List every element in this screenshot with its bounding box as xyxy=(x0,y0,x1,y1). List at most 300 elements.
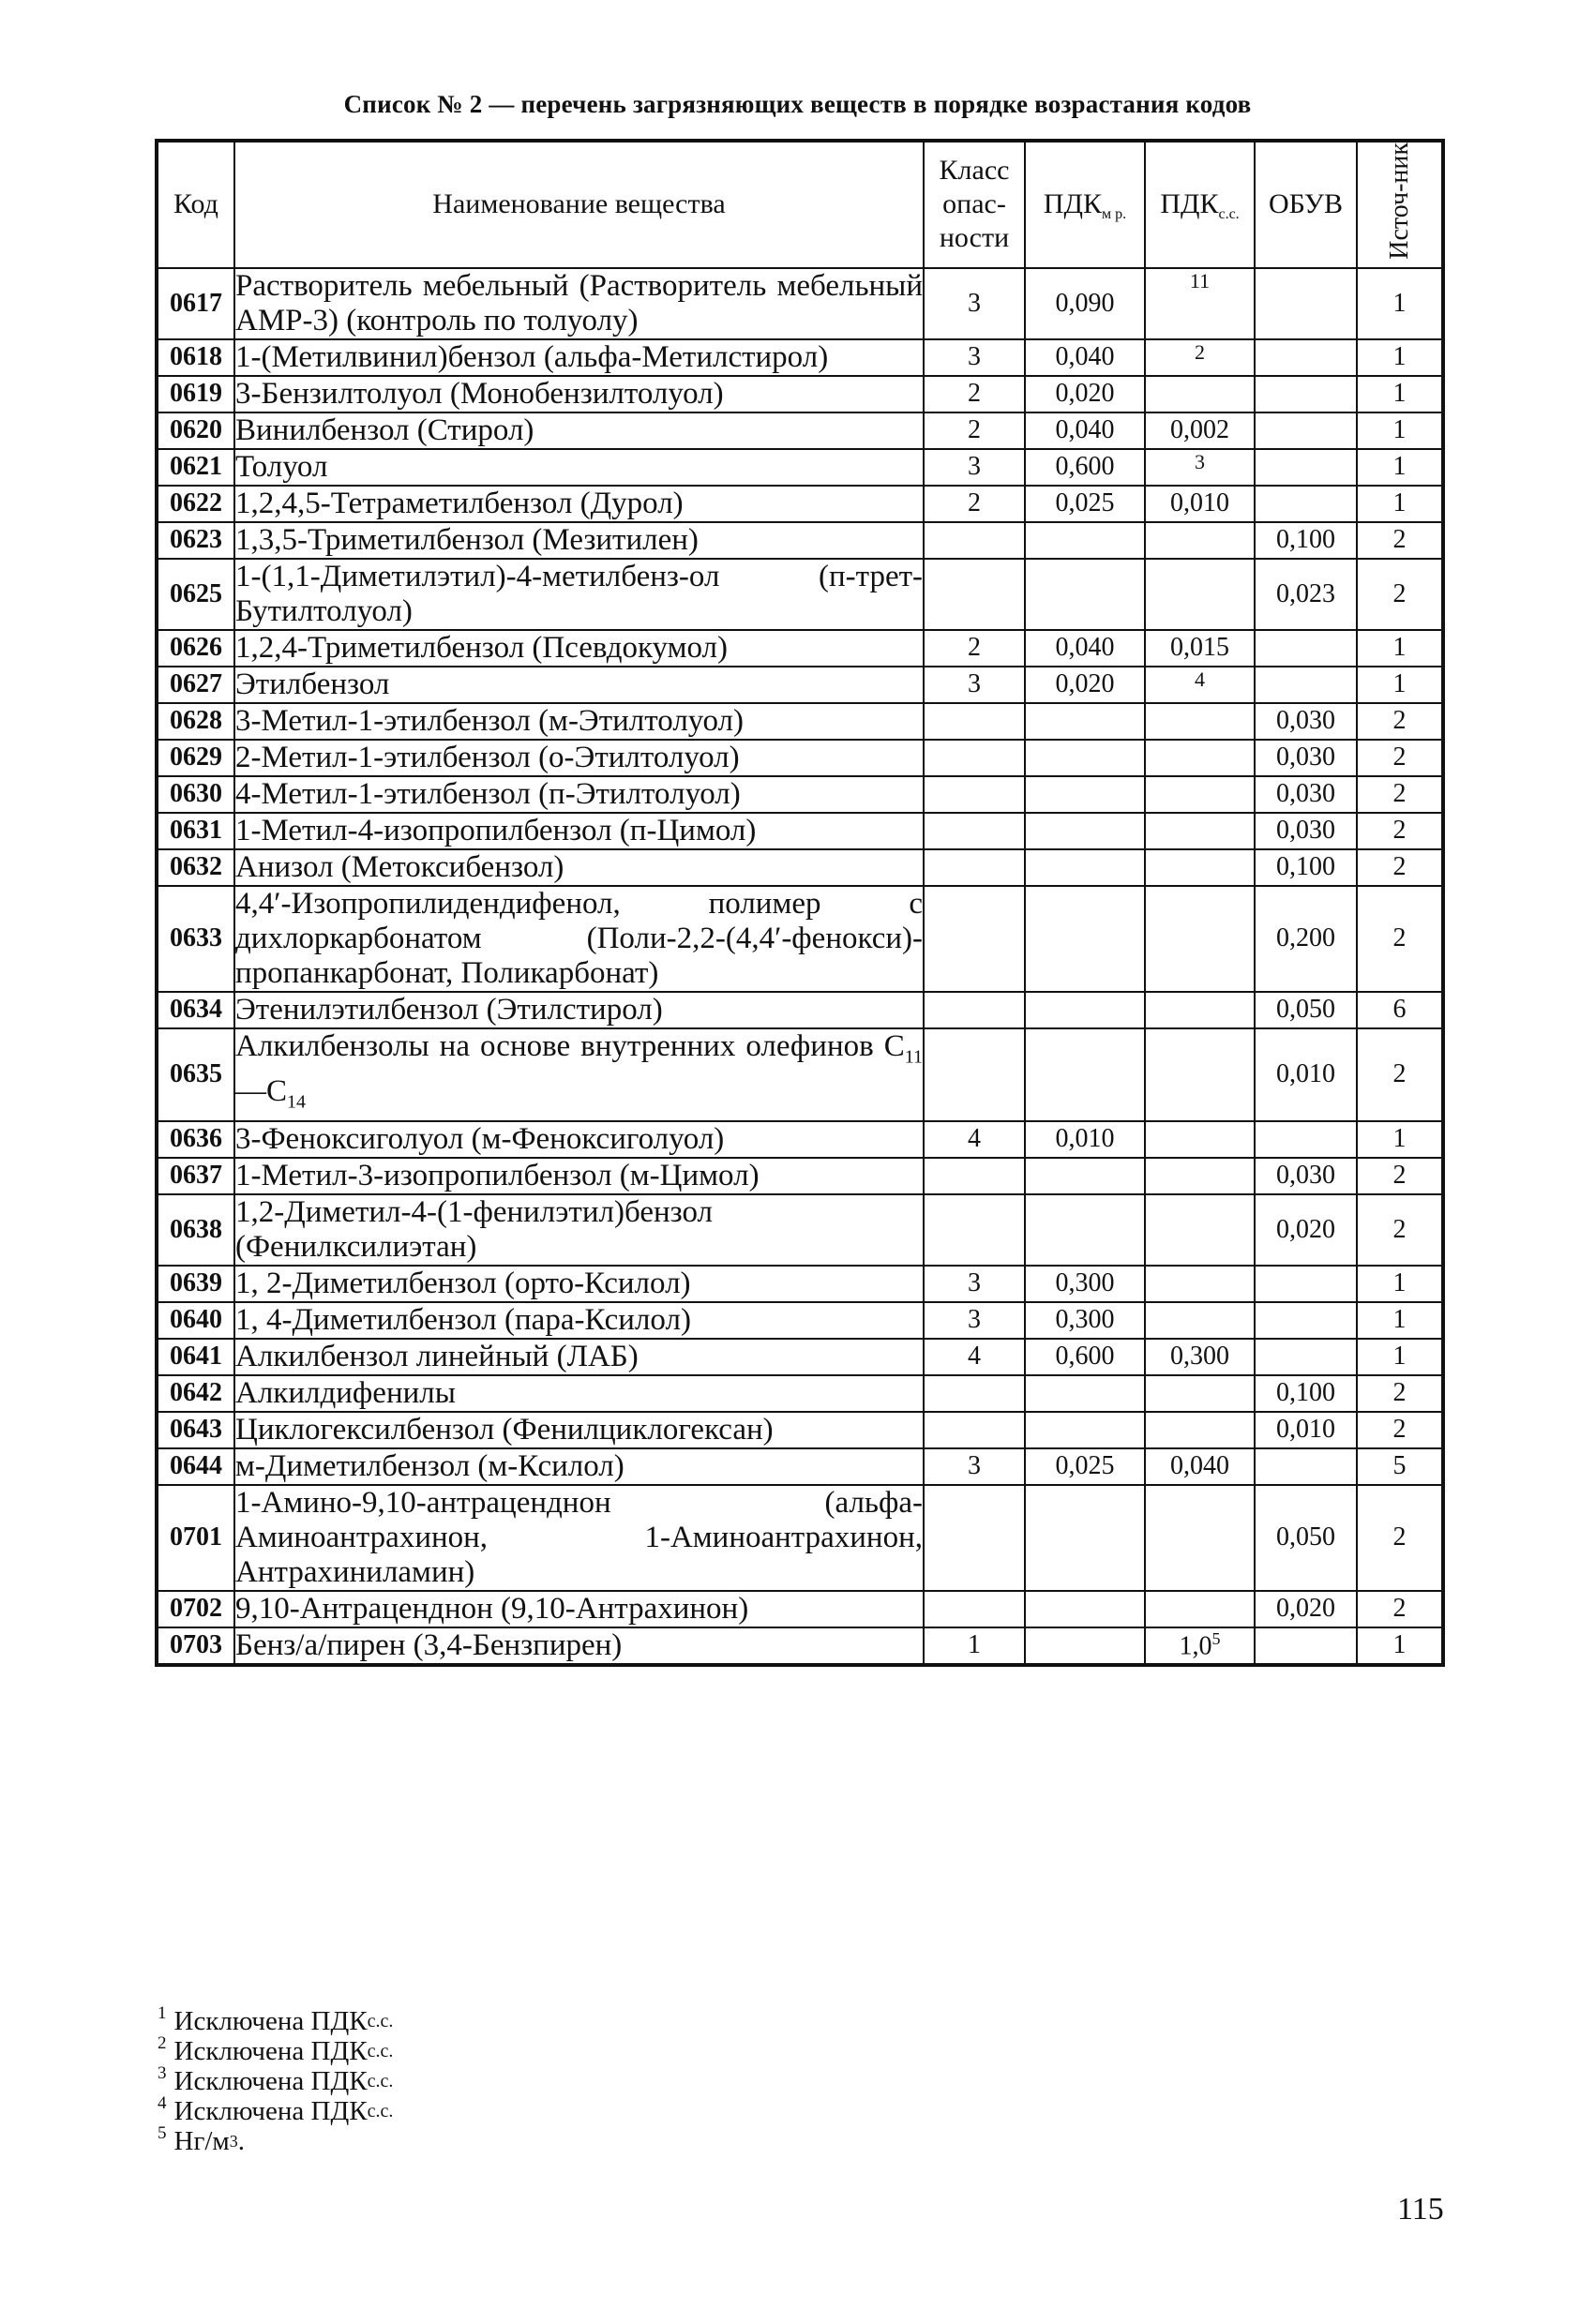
row-class: 2 xyxy=(924,376,1025,412)
row-source: 2 xyxy=(1357,1028,1443,1121)
row-code: 0630 xyxy=(157,776,234,813)
row-code: 0643 xyxy=(157,1412,234,1448)
row-name xyxy=(234,1266,924,1302)
row-source: 2 xyxy=(1357,559,1443,630)
row-name-mid: —С xyxy=(235,1074,288,1109)
row-name xyxy=(234,268,924,339)
row-pdk-mr xyxy=(1025,1627,1145,1665)
row-pdk-ss xyxy=(1145,1485,1255,1591)
row-obuv xyxy=(1255,1121,1357,1158)
row-pdk-ss xyxy=(1145,667,1255,703)
table-row xyxy=(157,412,1443,449)
row-code: 0622 xyxy=(157,486,234,522)
table-row xyxy=(157,813,1443,849)
row-name xyxy=(234,813,924,849)
footnote-sub: с.с. xyxy=(367,2041,394,2062)
row-code: 0620 xyxy=(157,412,234,449)
row-pdk-ss xyxy=(1145,1028,1255,1121)
row-pdk-ss-text: 0,015 xyxy=(1170,633,1229,663)
footnote-text: Исключена ПДК xyxy=(173,2006,368,2036)
row-obuv: 0,030 xyxy=(1255,813,1357,849)
row-pdk-ss xyxy=(1145,1302,1255,1339)
row-pdk-mr xyxy=(1025,522,1145,559)
row-name xyxy=(234,1194,924,1266)
row-name-text: 1,3,5-Триметилбензол (Мезитилен) xyxy=(235,522,699,557)
row-class xyxy=(924,703,1025,740)
row-code: 0617 xyxy=(157,268,234,339)
row-name-text: Циклогексилбензол (Фенилциклогексан) xyxy=(235,1412,774,1447)
row-obuv: 0,100 xyxy=(1255,849,1357,886)
row-name xyxy=(234,1028,924,1121)
row-source: 1 xyxy=(1357,339,1443,376)
row-obuv: 0,020 xyxy=(1255,1194,1357,1266)
row-class: 1 xyxy=(924,1627,1025,1665)
row-code: 0627 xyxy=(157,667,234,703)
row-name xyxy=(234,1158,924,1194)
row-class: 3 xyxy=(924,667,1025,703)
footnote-mark: 5 xyxy=(158,2123,167,2143)
row-code: 0634 xyxy=(157,992,234,1028)
row-code: 0628 xyxy=(157,703,234,740)
col-header-pdk-ss-sub: с.с. xyxy=(1218,206,1240,223)
row-name-text: 4-Метил-1-этилбензол (п-Этилтолуол) xyxy=(235,776,741,811)
row-pdk-mr xyxy=(1025,559,1145,630)
row-pdk-mr xyxy=(1025,1375,1145,1412)
row-name xyxy=(234,1627,924,1665)
row-name-text: 1-Метил-4-изопропилбензол (п-Цимол) xyxy=(235,813,757,847)
row-code: 0625 xyxy=(157,559,234,630)
row-name xyxy=(234,886,924,992)
row-name-text: Растворитель мебельный (Растворитель мебельный АМР-3) (контроль по толуолу) xyxy=(235,268,923,337)
row-code: 0640 xyxy=(157,1302,234,1339)
row-name-text: 4,4′-Изопропилидендифенол, полимер с дихлоркарбонатом (Поли-2,2-(4,4′-фенокси)-пропанкарбонат, Поликарбонат) xyxy=(235,886,923,990)
row-class xyxy=(924,1028,1025,1121)
row-pdk-ss xyxy=(1145,1266,1255,1302)
row-obuv: 0,010 xyxy=(1255,1028,1357,1121)
row-source: 1 xyxy=(1357,268,1443,339)
row-source: 1 xyxy=(1357,449,1443,486)
row-code: 0626 xyxy=(157,630,234,667)
footnote-tail: . xyxy=(237,2126,245,2156)
row-name-text: Алкилдифенилы xyxy=(235,1375,456,1410)
row-code: 0633 xyxy=(157,886,234,992)
row-pdk-ss-text: 1,0 xyxy=(1179,1631,1212,1661)
row-name xyxy=(234,630,924,667)
row-source: 2 xyxy=(1357,886,1443,992)
row-code: 0632 xyxy=(157,849,234,886)
row-class: 2 xyxy=(924,630,1025,667)
row-pdk-ss-text: 4 xyxy=(1195,667,1205,691)
row-source: 2 xyxy=(1357,1591,1443,1627)
row-pdk-ss xyxy=(1145,886,1255,992)
row-name xyxy=(234,1121,924,1158)
row-source: 2 xyxy=(1357,740,1443,776)
row-name-text: Винилбензол (Стирол) xyxy=(235,412,534,447)
table-row xyxy=(157,486,1443,522)
row-class xyxy=(924,1412,1025,1448)
row-obuv xyxy=(1255,376,1357,412)
row-class: 3 xyxy=(924,1266,1025,1302)
row-obuv xyxy=(1255,412,1357,449)
row-code: 0644 xyxy=(157,1448,234,1485)
row-pdk-ss xyxy=(1145,1448,1255,1485)
row-name-text: 3-Метил-1-этилбензол (м-Этилтолуол) xyxy=(235,703,744,738)
row-source: 2 xyxy=(1357,849,1443,886)
col-header-pdk-mr-text: ПДК xyxy=(1043,188,1102,220)
table-row xyxy=(157,1339,1443,1375)
row-name-text: Анизол (Метоксибензол) xyxy=(235,849,564,884)
row-pdk-ss xyxy=(1145,1121,1255,1158)
row-class xyxy=(924,849,1025,886)
row-obuv xyxy=(1255,339,1357,376)
table-header-row xyxy=(157,141,1443,268)
row-pdk-ss-text: 3 xyxy=(1195,449,1205,473)
row-code: 0703 xyxy=(157,1627,234,1665)
table-row xyxy=(157,268,1443,339)
row-name-text: Бенз/а/пирен (3,4-Бензпирен) xyxy=(235,1627,623,1662)
footnote-text: Нг/м xyxy=(173,2126,230,2156)
row-pdk-ss xyxy=(1145,449,1255,486)
row-code: 0618 xyxy=(157,339,234,376)
row-pdk-mr xyxy=(1025,1028,1145,1121)
row-pdk-mr: 0,300 xyxy=(1025,1302,1145,1339)
row-obuv: 0,030 xyxy=(1255,703,1357,740)
row-pdk-mr: 0,020 xyxy=(1025,667,1145,703)
row-class xyxy=(924,1375,1025,1412)
row-code: 0641 xyxy=(157,1339,234,1375)
row-name-text: Этенилэтилбензол (Этилстирол) xyxy=(235,992,663,1027)
footnote-mark: 1 xyxy=(158,2003,167,2023)
row-name xyxy=(234,412,924,449)
row-name xyxy=(234,1302,924,1339)
row-obuv xyxy=(1255,1266,1357,1302)
row-pdk-mr xyxy=(1025,886,1145,992)
row-name-text: м-Диметилбензол (м-Ксилол) xyxy=(235,1448,624,1483)
col-header-obuv: ОБУВ xyxy=(1255,141,1357,268)
footnote-text: Исключена ПДК xyxy=(173,2036,368,2066)
row-name xyxy=(234,486,924,522)
row-name xyxy=(234,740,924,776)
row-code: 0639 xyxy=(157,1266,234,1302)
row-pdk-ss-text: 0,300 xyxy=(1170,1342,1229,1372)
row-pdk-ss xyxy=(1145,522,1255,559)
row-class xyxy=(924,776,1025,813)
row-obuv: 0,030 xyxy=(1255,776,1357,813)
table-row xyxy=(157,559,1443,630)
row-pdk-mr xyxy=(1025,813,1145,849)
row-name-text: 1,2,4,5-Тетраметилбензол (Дурол) xyxy=(235,486,684,520)
row-name-subscript: 11 xyxy=(904,1046,923,1068)
row-name-text: 1-Метил-3-изопропилбензол (м-Цимол) xyxy=(235,1158,760,1192)
row-pdk-ss xyxy=(1145,1412,1255,1448)
row-name-text: 2-Метил-1-этилбензол (о-Этилтолуол) xyxy=(235,740,740,774)
row-pdk-mr: 0,025 xyxy=(1025,1448,1145,1485)
row-pdk-ss xyxy=(1145,559,1255,630)
row-name-text: Толуол xyxy=(235,449,328,484)
row-code: 0638 xyxy=(157,1194,234,1266)
table-row xyxy=(157,1375,1443,1412)
footnote-text: Исключена ПДК xyxy=(173,2066,368,2096)
row-class xyxy=(924,813,1025,849)
row-obuv: 0,100 xyxy=(1255,522,1357,559)
row-pdk-ss-text: 2 xyxy=(1195,339,1205,364)
row-pdk-ss xyxy=(1145,776,1255,813)
row-source: 1 xyxy=(1357,1121,1443,1158)
table-row xyxy=(157,522,1443,559)
row-name-subscript: 14 xyxy=(287,1091,307,1113)
table-row xyxy=(157,1266,1443,1302)
row-pdk-ss xyxy=(1145,1158,1255,1194)
col-header-pdk-ss xyxy=(1145,141,1255,268)
row-obuv xyxy=(1255,667,1357,703)
footnote-text: Исключена ПДК xyxy=(173,2096,368,2126)
row-source: 6 xyxy=(1357,992,1443,1028)
table-row xyxy=(157,1302,1443,1339)
row-code: 0642 xyxy=(157,1375,234,1412)
row-pdk-mr xyxy=(1025,1591,1145,1627)
row-pdk-ss-text: 0,010 xyxy=(1170,488,1229,518)
row-pdk-ss xyxy=(1145,1194,1255,1266)
row-pdk-mr: 0,600 xyxy=(1025,449,1145,486)
row-source: 1 xyxy=(1357,667,1443,703)
row-obuv xyxy=(1255,1448,1357,1485)
table-body xyxy=(157,268,1443,1665)
row-name-text: 9,10-Антраценднон (9,10-Антрахинон) xyxy=(235,1591,749,1626)
row-pdk-mr xyxy=(1025,1485,1145,1591)
row-pdk-mr: 0,025 xyxy=(1025,486,1145,522)
row-pdk-ss xyxy=(1145,992,1255,1028)
row-class xyxy=(924,522,1025,559)
row-class: 3 xyxy=(924,449,1025,486)
footnote-mark: 3 xyxy=(158,2063,167,2083)
row-name xyxy=(234,449,924,486)
row-pdk-ss xyxy=(1145,630,1255,667)
col-header-source-text: Источ-ник xyxy=(1384,142,1414,260)
table-row xyxy=(157,1591,1443,1627)
row-code: 0629 xyxy=(157,740,234,776)
row-pdk-mr: 0,090 xyxy=(1025,268,1145,339)
row-code: 0635 xyxy=(157,1028,234,1121)
row-class: 4 xyxy=(924,1121,1025,1158)
row-source: 1 xyxy=(1357,630,1443,667)
table-row xyxy=(157,630,1443,667)
row-obuv xyxy=(1255,1302,1357,1339)
row-pdk-mr: 0,600 xyxy=(1025,1339,1145,1375)
row-obuv: 0,030 xyxy=(1255,740,1357,776)
table-row xyxy=(157,1448,1443,1485)
col-header-code: Код xyxy=(157,141,234,268)
row-pdk-ss xyxy=(1145,703,1255,740)
row-code: 0636 xyxy=(157,1121,234,1158)
table-row xyxy=(157,1158,1443,1194)
row-source: 2 xyxy=(1357,1412,1443,1448)
substances-table xyxy=(155,139,1445,1667)
footnote-sup: 3 xyxy=(229,2132,238,2151)
row-class: 2 xyxy=(924,486,1025,522)
row-obuv: 0,050 xyxy=(1255,992,1357,1028)
row-pdk-ss xyxy=(1145,486,1255,522)
row-pdk-ss xyxy=(1145,1375,1255,1412)
col-header-name: Наименование вещества xyxy=(234,141,924,268)
table-row xyxy=(157,703,1443,740)
row-name xyxy=(234,703,924,740)
row-code: 0619 xyxy=(157,376,234,412)
row-code: 0637 xyxy=(157,1158,234,1194)
row-source: 2 xyxy=(1357,522,1443,559)
row-class: 3 xyxy=(924,1302,1025,1339)
table-row xyxy=(157,992,1443,1028)
row-code: 0631 xyxy=(157,813,234,849)
row-name xyxy=(234,376,924,412)
table-row xyxy=(157,1194,1443,1266)
row-obuv xyxy=(1255,268,1357,339)
row-class xyxy=(924,559,1025,630)
row-pdk-mr xyxy=(1025,992,1145,1028)
row-obuv xyxy=(1255,1627,1357,1665)
row-name-text: 3-Бензилтолуол (Монобензилтолуол) xyxy=(235,376,724,411)
row-code: 0621 xyxy=(157,449,234,486)
table-row xyxy=(157,740,1443,776)
row-source: 5 xyxy=(1357,1448,1443,1485)
table-row xyxy=(157,1627,1443,1665)
col-header-class xyxy=(924,141,1025,268)
row-obuv xyxy=(1255,486,1357,522)
col-header-pdk-ss-text: ПДК xyxy=(1160,188,1219,220)
table-row xyxy=(157,1121,1443,1158)
row-class xyxy=(924,1194,1025,1266)
row-pdk-mr xyxy=(1025,849,1145,886)
row-pdk-ss-text: 11 xyxy=(1189,268,1211,292)
row-class xyxy=(924,992,1025,1028)
row-name-text: 1-(Метилвинил)бензол (альфа-Метилстирол) xyxy=(235,339,829,374)
row-class xyxy=(924,1485,1025,1591)
row-source: 1 xyxy=(1357,1266,1443,1302)
row-class: 2 xyxy=(924,412,1025,449)
table-row xyxy=(157,1485,1443,1591)
row-name-text: 1,2-Диметил-4-(1-фенилэтил)бензол (Фенилксилиэтан) xyxy=(235,1194,714,1264)
row-pdk-mr: 0,040 xyxy=(1025,412,1145,449)
footnote-mark: 4 xyxy=(158,2093,167,2113)
table-row xyxy=(157,849,1443,886)
row-class xyxy=(924,1158,1025,1194)
table-row xyxy=(157,339,1443,376)
row-name-text: 1-Амино-9,10-антраценднон (альфа-Аминоантрахинон, 1-Аминоантрахинон, Антрахиниламин) xyxy=(235,1485,923,1589)
table-row xyxy=(157,667,1443,703)
col-header-pdk-mr-sub: м р. xyxy=(1102,206,1127,223)
row-pdk-ss xyxy=(1145,412,1255,449)
col-header-pdk-mr xyxy=(1025,141,1145,268)
row-source: 1 xyxy=(1357,1339,1443,1375)
row-name xyxy=(234,667,924,703)
footnote-sub: с.с. xyxy=(367,2101,394,2122)
row-code: 0623 xyxy=(157,522,234,559)
row-name xyxy=(234,522,924,559)
row-pdk-mr: 0,010 xyxy=(1025,1121,1145,1158)
row-obuv: 0,020 xyxy=(1255,1591,1357,1627)
row-pdk-mr xyxy=(1025,1158,1145,1194)
row-name xyxy=(234,1412,924,1448)
row-pdk-ss-text: 0,002 xyxy=(1170,415,1229,445)
row-pdk-ss-text: 0,040 xyxy=(1170,1451,1229,1481)
row-obuv: 0,030 xyxy=(1255,1158,1357,1194)
row-name xyxy=(234,339,924,376)
row-pdk-ss xyxy=(1145,740,1255,776)
row-pdk-ss xyxy=(1145,813,1255,849)
row-pdk-ss xyxy=(1145,339,1255,376)
row-obuv: 0,023 xyxy=(1255,559,1357,630)
row-name xyxy=(234,1339,924,1375)
row-source: 1 xyxy=(1357,1627,1443,1665)
row-name-text: Алкилбензол линейный (ЛАБ) xyxy=(235,1339,639,1373)
row-pdk-ss xyxy=(1145,376,1255,412)
row-class: 3 xyxy=(924,1448,1025,1485)
row-source: 1 xyxy=(1357,412,1443,449)
table-row xyxy=(157,1412,1443,1448)
row-obuv xyxy=(1255,449,1357,486)
row-obuv: 0,100 xyxy=(1255,1375,1357,1412)
row-name-text: 1, 2-Диметилбензол (орто-Ксилол) xyxy=(235,1266,691,1300)
row-name xyxy=(234,1485,924,1591)
row-name-text: Алкилбензолы на основе внутренних олефинов С xyxy=(235,1028,905,1063)
row-source: 2 xyxy=(1357,1375,1443,1412)
page-title: Список № 2 — перечень загрязняющих веществ в порядке возрастания кодов xyxy=(343,90,1252,118)
row-source: 1 xyxy=(1357,486,1443,522)
row-pdk-mr xyxy=(1025,703,1145,740)
row-pdk-ss-sup: 5 xyxy=(1211,1629,1221,1649)
row-name-text: 3-Феноксиголуол (м-Феноксиголуол) xyxy=(235,1121,725,1156)
footnote xyxy=(158,2003,394,2036)
footnote xyxy=(158,2093,394,2126)
row-pdk-mr: 0,040 xyxy=(1025,630,1145,667)
row-name xyxy=(234,559,924,630)
row-pdk-ss xyxy=(1145,1591,1255,1627)
table-row xyxy=(157,886,1443,992)
row-name xyxy=(234,849,924,886)
row-pdk-mr xyxy=(1025,1412,1145,1448)
row-source: 2 xyxy=(1357,813,1443,849)
row-name-text: 1,2,4-Триметилбензол (Псевдокумол) xyxy=(235,630,729,665)
row-class: 3 xyxy=(924,268,1025,339)
row-code: 0701 xyxy=(157,1485,234,1591)
col-header-source xyxy=(1357,141,1443,268)
table-row xyxy=(157,1028,1443,1121)
row-source: 2 xyxy=(1357,1485,1443,1591)
row-obuv xyxy=(1255,630,1357,667)
row-class xyxy=(924,740,1025,776)
row-class: 3 xyxy=(924,339,1025,376)
table-row xyxy=(157,776,1443,813)
row-obuv: 0,050 xyxy=(1255,1485,1357,1591)
row-obuv: 0,010 xyxy=(1255,1412,1357,1448)
row-pdk-mr: 0,300 xyxy=(1025,1266,1145,1302)
row-pdk-mr: 0,020 xyxy=(1025,376,1145,412)
row-name xyxy=(234,1448,924,1485)
col-header-class-text: Класс опас-ности xyxy=(939,155,1010,254)
row-pdk-mr xyxy=(1025,1194,1145,1266)
footnote-sub: с.с. xyxy=(367,2071,394,2092)
row-source: 2 xyxy=(1357,776,1443,813)
footnote xyxy=(158,2063,394,2096)
footnote xyxy=(158,2123,393,2156)
row-pdk-ss xyxy=(1145,1627,1255,1665)
page-number: 115 xyxy=(1397,2192,1444,2227)
row-source: 1 xyxy=(1357,1302,1443,1339)
row-pdk-mr: 0,040 xyxy=(1025,339,1145,376)
footnote-mark: 2 xyxy=(158,2033,167,2053)
row-pdk-mr xyxy=(1025,740,1145,776)
row-name xyxy=(234,1375,924,1412)
row-obuv xyxy=(1255,1339,1357,1375)
